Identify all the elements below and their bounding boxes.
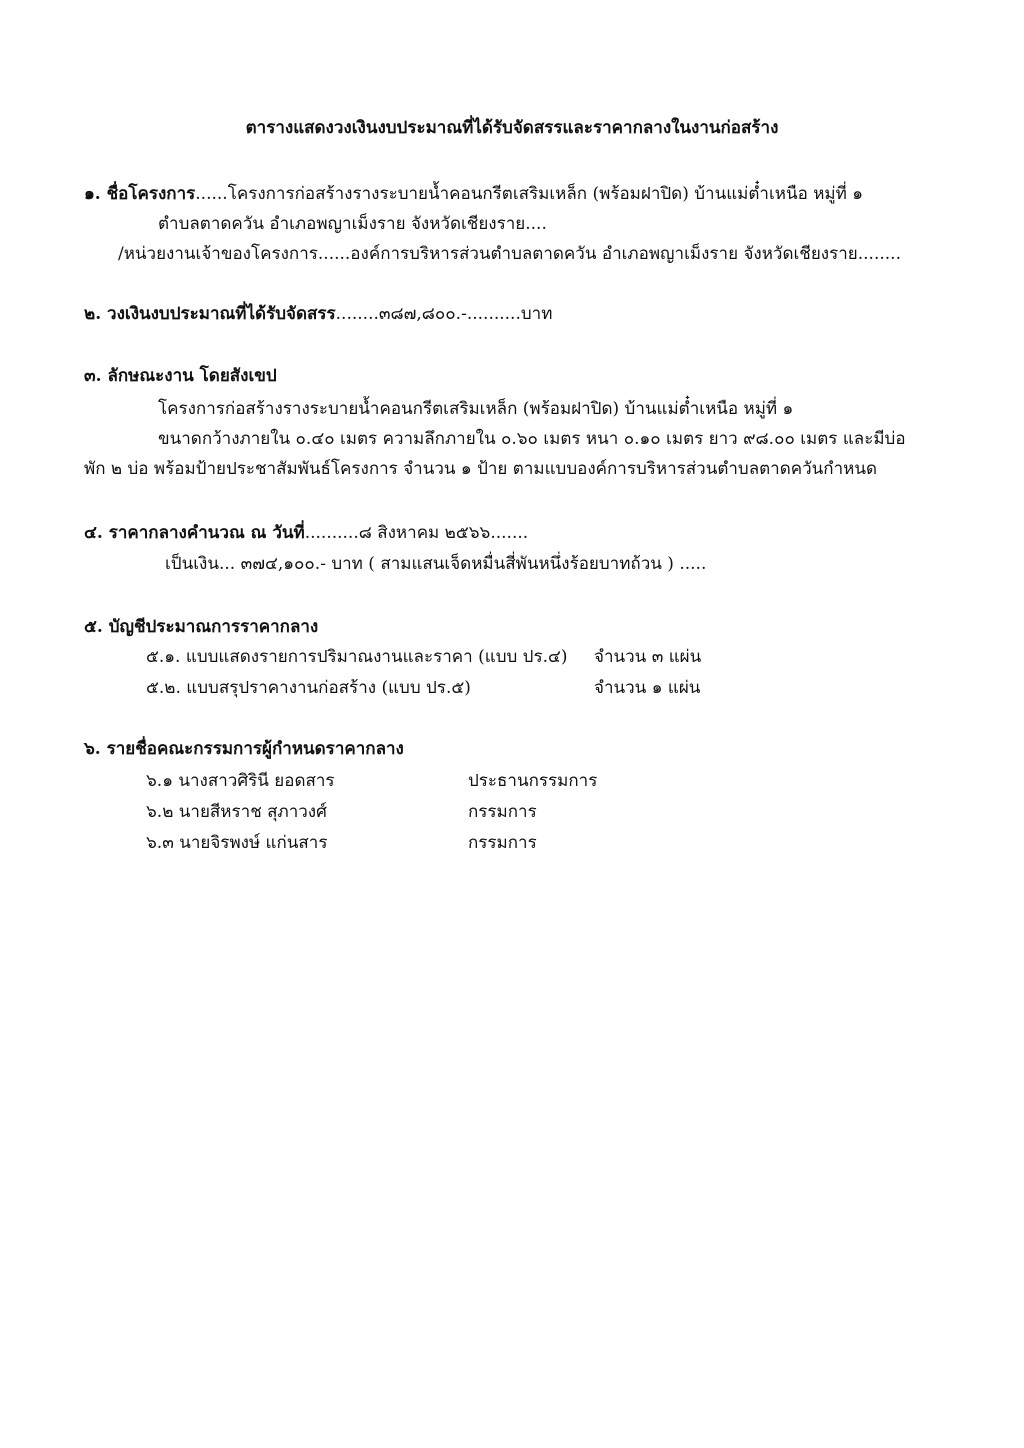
project-name: ......โครงการก่อสร้างรางระบายน้ำคอนกรีตเสริมเหล็ก (พร้อมฝาปิด) บ้านแม่ต๋ำเหนือ หมู่ที่ ๑ [195,184,864,204]
section-2-label: ๒. วงเงินงบประมาณที่ได้รับจัดสรร [84,304,336,324]
member-1-name: ๖.๑ นางสาวศิรินี ยอดสาร [146,771,335,791]
member-3-name: ๖.๓ นายจิรพงษ์ แก่นสาร [146,833,328,853]
section-4-label: ๔. ราคากลางคำนวณ ณ วันที่ [84,523,305,543]
section-5-item-2-text: ๕.๒. แบบสรุปราคางานก่อสร้าง (แบบ ปร.๕) [146,678,471,698]
section-5-item-1-count: จำนวน ๓ แผ่น [594,647,702,667]
section-1-agency: /หน่วยงานเจ้าของโครงการ......องค์การบริหารส่วนตำบลตาดควัน อำเภอพญาเม็งราย จังหวัดเชียงราย........ [118,244,901,264]
member-2-role: กรรมการ [468,802,537,822]
member-1-role: ประธานกรรมการ [468,771,598,791]
section-3-label: ๓. ลักษณะงาน โดยสังเขป [84,366,277,386]
member-2-name: ๖.๒ นายสีหราช สุภาวงศ์ [146,802,327,822]
section-2-line [84,302,552,326]
section-5-label: ๕. บัญชีประมาณการราคากลาง [84,617,319,637]
section-4-line [84,521,528,545]
calc-date: ..........๘ สิงหาคม ๒๕๖๖....... [304,523,529,543]
section-4-amount: เป็นเงิน... ๓๗๔,๑๐๐.- บาท ( สามแสนเจ็ดหมื่นสี่พันหนึ่งร้อยบาทถ้วน ) ..... [165,554,707,574]
section-1-label: ๑. ชื่อโครงการ [84,184,196,204]
member-3-role: กรรมการ [468,833,537,853]
budget-value: ........๓๘๗,๘๐๐.-..........บาท [335,304,553,324]
section-5-item-2-count: จำนวน ๑ แผ่น [594,678,701,698]
section-3-line-2: ขนาดกว้างภายใน ๐.๔๐ เมตร ความลึกภายใน ๐.๖๐ เมตร หนา ๐.๑๐ เมตร ยาว ๙๘.๐๐ เมตร และมีบ่อ [158,429,906,449]
section-6-label: ๖. รายชื่อคณะกรรมการผู้กำหนดราคากลาง [84,739,404,759]
section-3-line-1: โครงการก่อสร้างรางระบายน้ำคอนกรีตเสริมเหล็ก (พร้อมฝาปิด) บ้านแม่ต๋ำเหนือ หมู่ที่ ๑ [158,399,794,419]
document-title: ตารางแสดงวงเงินงบประมาณที่ได้รับจัดสรรและราคากลางในงานก่อสร้าง [245,118,779,138]
section-1-location: ตำบลตาดควัน อำเภอพญาเม็งราย จังหวัดเชียงราย.... [158,214,547,234]
section-5-item-1-text: ๕.๑. แบบแสดงรายการปริมาณงานและราคา (แบบ ปร.๔) [146,647,568,667]
section-1-line-1 [84,182,863,206]
section-3-line-3: พัก ๒ บ่อ พร้อมป้ายประชาสัมพันธ์โครงการ จำนวน ๑ ป้าย ตามแบบองค์การบริหารส่วนตำบลตาดควันกำหนด [84,459,877,479]
